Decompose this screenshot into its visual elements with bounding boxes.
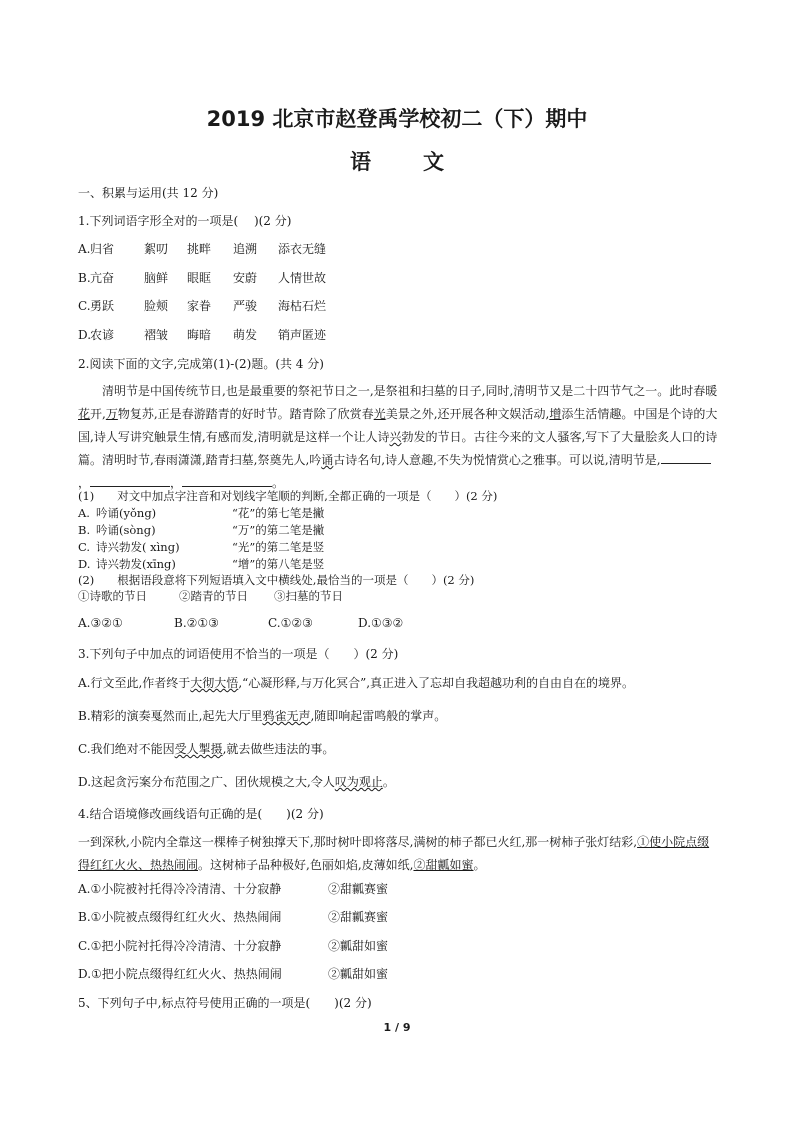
q1-option-a: A.归省 絮叨 挑畔 追溯 添衣无缝: [78, 242, 327, 256]
question-3-stem: 3.下列句子中加点的词语使用不恰当的一项是（ ）(2 分): [78, 647, 399, 661]
q4-option-b: B.①小院被点缀得红红火火、热热闹闹 ②甜瓤赛蜜: [78, 910, 389, 924]
q2-sub2-stem: (2) 根据语段意将下列短语填入文中横线处,最恰当的一项是（ ）(2 分): [78, 573, 475, 587]
q3-option-c: C.我们绝对不能因受人掣摄,就去做些违法的事。: [78, 742, 335, 756]
q2-sub2-options: A.③②① B.②①③ C.①②③ D.①③②: [78, 616, 404, 630]
q4-option-c: C.①把小院衬托得冷冷清清、十分寂静 ②瓤甜如蜜: [78, 939, 389, 953]
q1-option-c: C.勇跃 脸颊 家眷 严骏 海枯石烂: [78, 299, 327, 313]
q2-sub1-option-b: B. 吟诵(sòng) “万”的第二笔是撇: [78, 523, 325, 537]
q2-passage: 清明节是中国传统节日,也是最重要的祭祀节日之一,是祭祖和扫墓的日子,同时,清明节又是二十四节气之一。此时春暖花开,万物复苏,正是春游踏青的好时节。踏青除了欣赏春光美景之外,还开展各种文娱活动,增添生活情趣。中国是个诗的大国,诗人写讲究触景生情,有感而发,清明就是这样一个让人诗兴勃发的节日。古往今来的文人骚客,写下了大量脍炙人口的诗篇。清明时节,春雨潇潇,踏青扫墓,祭奠先人,吟诵古诗名句,诗人意趣,不失为悦情赏心之雅事。可以说,清明节是,， ， 。: [78, 384, 718, 490]
q3-option-a: A.行文至此,作者终于大彻大悟,“心凝形释,与万化冥合”,真正进入了忘却自我超越功利的自由自在的境界。: [78, 676, 635, 690]
q4-passage: 一到深秋,小院内全靠这一棵棒子树独撑天下,那时树叶即将落尽,满树的柿子都已火红,那一树柿子张灯结彩,①使小院点缀得红红火火、热热闹闹。这树柿子品种极好,色丽如焰,皮薄如纸,②甜瓤如蜜。: [78, 835, 710, 872]
q3-option-d: D.这起贪污案分布范围之广、团伙规模之大,令人叹为观止。: [78, 775, 395, 789]
page-title: 2019 北京市赵登禹学校初二（下）期中: [206, 107, 588, 131]
q2-sub1-option-d: D. 诗兴勃发(xīng) “增”的第八笔是竖: [78, 557, 325, 571]
page-number: 1 / 9: [383, 1021, 411, 1034]
q1-option-d: D.农谚 褶皱 晦暗 萌发 销声匿迹: [78, 328, 327, 342]
q2-sub1-option-a: A. 吟诵(yǒng) “花”的第七笔是撇: [78, 506, 325, 520]
q4-option-d: D.①把小院点缀得红红火火、热热闹闹 ②瓤甜如蜜: [78, 967, 389, 981]
q3-option-b: B.精彩的演奏戛然而止,起先大厅里鸦雀无声,随即响起雷鸣般的掌声。: [78, 709, 447, 723]
answer-blank: [661, 450, 711, 464]
question-4-stem: 4.结合语境修改画线语句正确的是( )(2 分): [78, 807, 324, 821]
question-5-stem: 5、下列句子中,标点符号使用正确的一项是( )(2 分): [78, 996, 372, 1010]
q2-sub2-phrases: ①诗歌的节日 ②踏青的节日 ③扫墓的节日: [78, 589, 343, 603]
section-heading: 一、积累与运用(共 12 分): [78, 186, 219, 200]
q1-option-b: B.亢奋 脑鲜 眼眶 安蔚 人情世故: [78, 271, 327, 285]
question-2-stem: 2.阅读下面的文字,完成第(1)-(2)题。(共 4 分): [78, 357, 324, 371]
subject-title: 语文: [350, 150, 496, 174]
q4-option-a: A.①小院被衬托得冷冷清清、十分寂静 ②甜瓤赛蜜: [78, 882, 389, 896]
answer-blank: [90, 473, 170, 487]
answer-blank: [182, 473, 272, 487]
q2-sub1-option-c: C. 诗兴勃发( xìng) “光”的第二笔是竖: [78, 540, 325, 554]
q2-sub1-stem: (1) 对文中加点字注音和对划线字笔顺的判断,全都正确的一项是（ ）(2 分): [78, 489, 498, 503]
question-1-stem: 1.下列词语字形全对的一项是( )(2 分): [78, 214, 292, 228]
